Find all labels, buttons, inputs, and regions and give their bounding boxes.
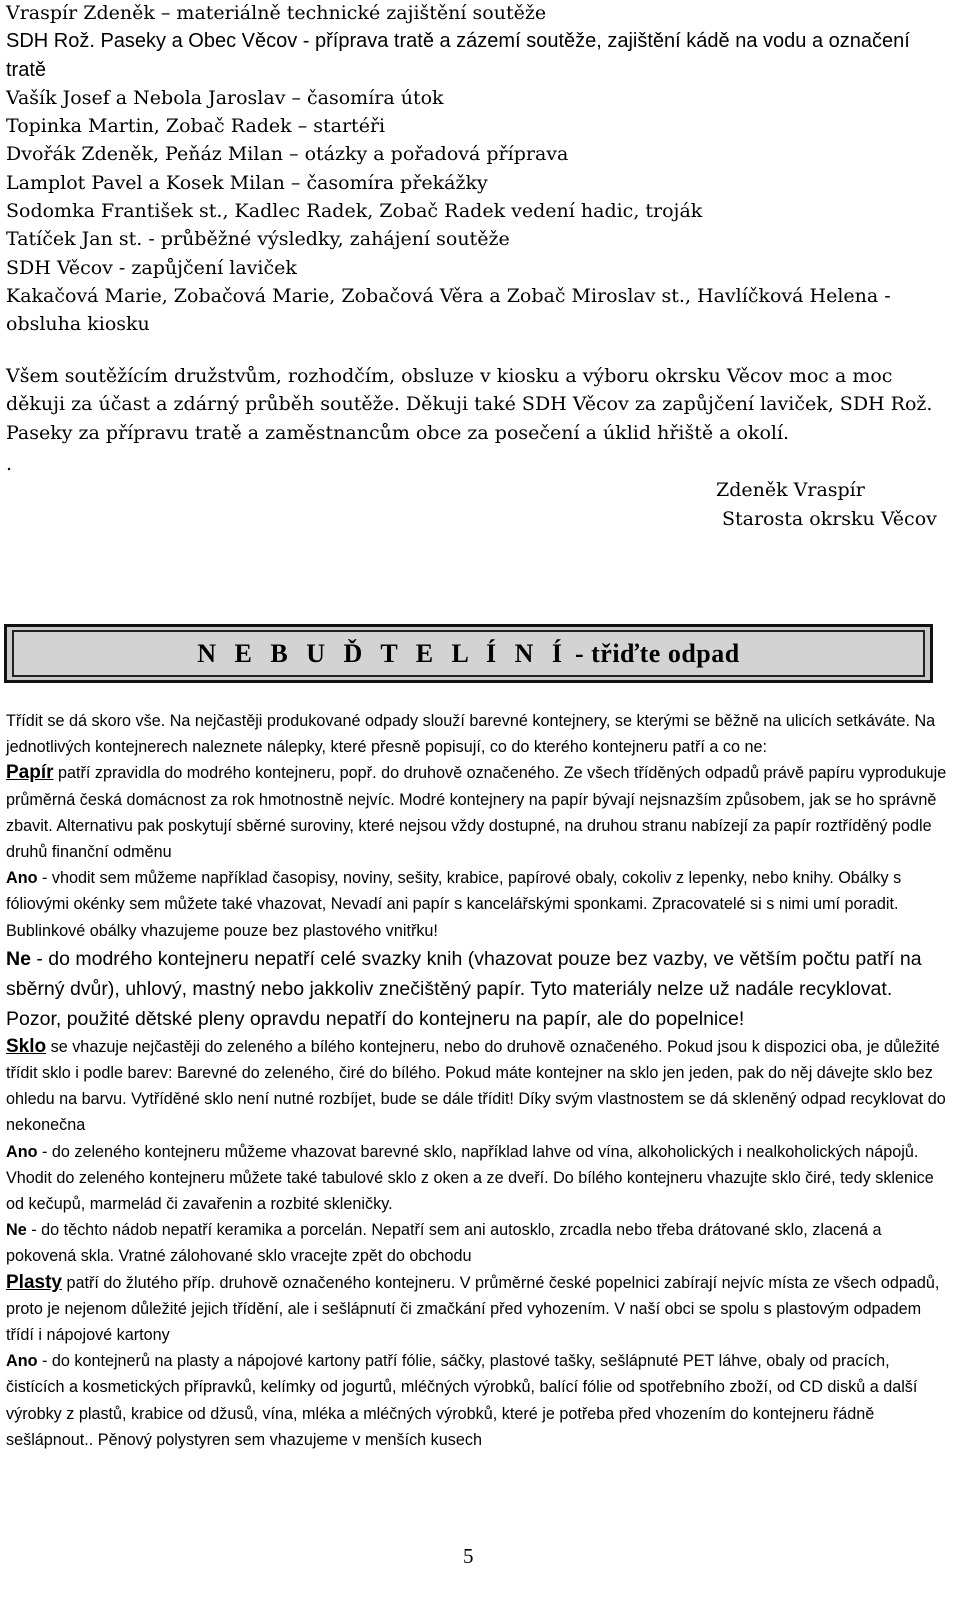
recycling-article xyxy=(6,708,951,1453)
page-number: 5 xyxy=(463,1544,474,1568)
banner-rest-text: - třiďte odpad xyxy=(567,639,740,668)
signature-name: Zdeněk Vraspír xyxy=(716,479,865,501)
glass-keyword: Sklo xyxy=(6,1035,47,1057)
thanks-paragraph xyxy=(6,362,951,447)
paper-yes-text: - vhodit sem můžeme například časopisy, noviny, sešity, krabice, papírové obaly, cokoliv z lepenky, nebo knihy. Obálky s fóliovými okénky sem můžete také vhazovat, Nevadí ani papír s kancelářskými sponkami. Zpracovatelé si s nimi umí poradit. Bublinkové obálky vhazujeme pouze bez plastového vnitřku! xyxy=(6,869,902,940)
glass-no-text: - do těchto nádob nepatří keramika a porcelán. Nepatří sem ani autosklo, zrcadla nebo třeba drátované sklo, zlacená a pokovená skla. Vratné zálohované sklo vracejte zpět do obchodu xyxy=(6,1221,882,1266)
organizers-list xyxy=(6,0,951,339)
plastics-yes-keyword: Ano xyxy=(6,1352,38,1371)
paper-paragraph xyxy=(6,760,951,865)
organizer-line: Topinka Martin, Zobač Radek – startéři xyxy=(6,115,386,138)
paper-keyword: Papír xyxy=(6,762,54,784)
glass-no-keyword: Ne xyxy=(6,1221,27,1240)
banner-spaced-text: N E B U Ď T E L Í N Í xyxy=(197,639,568,668)
glass-text: se vhazuje nejčastěji do zeleného a bílého kontejneru, nebo do druhově označeného. Pokud jsou k dispozici oba, je důležité třídit sklo i podle barev: Barevné do zeleného, čiré do bílého. Pokud máte kontejner na sklo jen jeden, pak do něj dávejte sklo bez ohledu na barvu. Vytříděné sklo není nutné rozbíjet, bude se dále třídit! Díky svým vlastnostem se dá skleněný odpad recyklovat do nekonečna xyxy=(6,1037,946,1135)
organizer-line: SDH Věcov - zapůjčení laviček xyxy=(6,256,297,279)
thanks-text: Všem soutěžícím družstvům, rozhodčím, obsluze v kiosku a výboru okrsku Věcov moc a moc děkuji za účast a zdárný průběh soutěže. Děkuji také SDH Věcov za zapůjčení laviček, SDH Rož. Paseky za přípravu tratě a zaměstnancům obce za posečení a úklid hřiště a okolí. xyxy=(6,365,933,444)
paper-text: patří zpravidla do modrého kontejneru, popř. do druhově označeného. Ze všech tříděných odpadů právě papíru vyprodukuje průměrná česká domácnost za rok hmotnostně nejvíc. Modré kontejnery na papír bývají nejsnazším způsobem, jak se ho správně zbavit. Alternativu pak poskytují sběrné suroviny, které nejsou vždy dostupné, na druhou stranu nabízejí za papír roztříděný podle druhů finanční odměnu xyxy=(6,764,947,862)
signature-role: Starosta okrsku Věcov xyxy=(722,508,937,530)
glass-yes-keyword: Ano xyxy=(6,1142,38,1161)
glass-yes-paragraph xyxy=(6,1139,951,1218)
paper-no-text: - do modrého kontejneru nepatří celé svazky knih (vhazovat pouze bez vazby, ve větším počtu patří na sběrný dvůr), uhlový, mastný nebo jakkoliv znečištěný papír. Tyto materiály nelze už nadále recyklovat. Pozor, použité dětské pleny opravdu nepatří do kontejneru na papír, ale do popelnice! xyxy=(6,947,922,1030)
plastics-paragraph xyxy=(6,1270,951,1349)
plastics-keyword: Plasty xyxy=(6,1271,62,1293)
organizer-line: Dvořák Zdeněk, Peňáz Milan – otázky a pořadová příprava xyxy=(6,143,569,166)
organizer-line: Vašík Josef a Nebola Jaroslav – časomíra útok xyxy=(6,86,444,109)
banner-title xyxy=(14,639,923,669)
banner-inner-frame xyxy=(12,630,925,677)
plastics-yes-paragraph xyxy=(6,1348,951,1453)
paper-yes-paragraph xyxy=(6,865,951,944)
organizer-line: Kakačová Marie, Zobačová Marie, Zobačová Věra a Zobač Miroslav st., Havlíčková Helena - obsluha kiosku xyxy=(6,284,891,336)
glass-yes-text: - do zeleného kontejneru můžeme vhazovat barevné sklo, například lahve od vína, alkoholických i nealkoholických nápojů. Vhodit do zeleného kontejneru můžete také tabulové sklo z oken a ze dveří. Do bílého kontejneru vhazujte sklo čiré, tedy sklenice od kečupů, marmelád či zavařenin a rozbité skleničky. xyxy=(6,1142,934,1214)
intro-paragraph: Třídit se dá skoro vše. Na nejčastěji produkované odpady slouží barevné kontejnery, se kterými se běžně na ulicích setkáváte. Na jednotlivých kontejnerech naleznete nálepky, které přesně popisují, co do kterého kontejneru patří a co ne: xyxy=(6,712,936,757)
glass-paragraph xyxy=(6,1034,951,1139)
plastics-text: patří do žlutého příp. druhově označeného kontejneru. V průměrné české popelnici zabírají nejvíc místa ze všech odpadů, proto je nejenom důležité jejich třídění, ale i sešlápnutí či zmačkání před vyhozením. V naší obci se spolu s plastovým odpadem třídí i nápojové kartony xyxy=(6,1273,940,1345)
recycling-banner xyxy=(4,624,933,683)
organizer-line: Sodomka František st., Kadlec Radek, Zobač Radek vedení hadic, troják xyxy=(6,200,703,223)
paper-no-keyword: Ne xyxy=(6,947,31,970)
organizer-line: Lamplot Pavel a Kosek Milan – časomíra překážky xyxy=(6,171,488,194)
paper-yes-keyword: Ano xyxy=(6,869,38,888)
organizer-line: SDH Rož. Paseky a Obec Věcov - příprava tratě a zázemí soutěže, zajištění kádě na vodu a označení tratě xyxy=(6,30,910,81)
paper-no-paragraph xyxy=(6,944,951,1034)
stray-dot: . xyxy=(6,453,13,475)
glass-no-paragraph xyxy=(6,1217,951,1269)
plastics-yes-text: - do kontejnerů na plasty a nápojové kartony patří fólie, sáčky, plastové tašky, sešlápnuté PET láhve, obaly od pracích, čistících a kosmetických přípravků, kelímky od jogurtů, mléčných výrobků, balící fólie od spotřebního zboží, od CD disků a další výrobky z plastů, krabice od džusů, vína, mléka a mléčných výrobků, které je potřeba před vhozením do kontejneru řádně sešlápnout.. Pěnový polystyren sem vhazujeme v menších kusech xyxy=(6,1352,918,1449)
organizer-line: Tatíček Jan st. - průběžné výsledky, zahájení soutěže xyxy=(6,228,510,251)
organizer-line: Vraspír Zdeněk – materiálně technické zajištění soutěže xyxy=(6,2,547,24)
